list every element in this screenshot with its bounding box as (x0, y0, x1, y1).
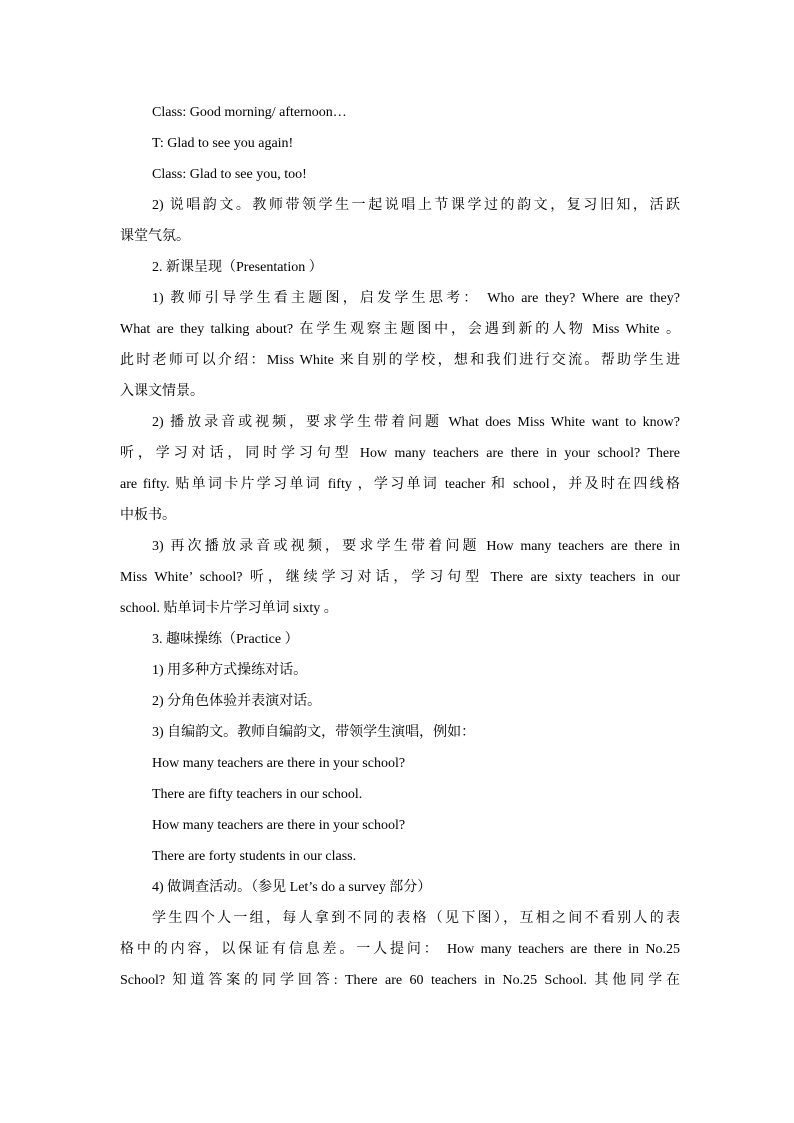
chant-line: How many teachers are there in your school? (152, 818, 406, 833)
paragraph-line: What are they talking about? 在学生观察主题图中，会遇到新的人物 Miss White 。 (120, 322, 680, 337)
paragraph-line: are fifty. 贴单词卡片学习单词 fifty ，学习单词 teacher 和 school，并及时在四线格 (120, 477, 680, 492)
list-item: 3) 自编韵文。教师自编韵文，带领学生演唱，例如： (152, 725, 476, 740)
paragraph-line: 此时老师可以介绍：Miss White 来自别的学校，想和我们进行交流。帮助学生进 (120, 353, 680, 368)
paragraph-line: school. 贴单词卡片学习单词 sixty 。 (120, 601, 338, 616)
paragraph-line: 格中的内容，以保证有信息差。一人提问： How many teachers are there in No.25 (120, 942, 680, 957)
dialogue-line: Class: Glad to see you, too! (152, 167, 307, 182)
paragraph-line: 入课文情景。 (120, 384, 204, 399)
chant-line: How many teachers are there in your school? (152, 756, 406, 771)
list-item: 2) 分角色体验并表演对话。 (152, 694, 322, 709)
paragraph-line: 2) 说唱韵文。教师带领学生一起说唱上节课学过的韵文，复习旧知，活跃 (152, 198, 680, 213)
chant-line: There are fifty teachers in our school. (152, 787, 363, 802)
list-item: 1) 用多种方式操练对话。 (152, 663, 308, 678)
paragraph-line: 3) 再次播放录音或视频，要求学生带着问题 How many teachers are there in (152, 539, 680, 554)
paragraph-line: 听，学习对话，同时学习句型 How many teachers are there in your school? There (120, 446, 680, 461)
paragraph-line: 学生四个人一组，每人拿到不同的表格（见下图），互相之间不看别人的表 (152, 911, 680, 926)
paragraph-line: 课堂气氛。 (120, 229, 190, 244)
paragraph-line: 1) 教师引导学生看主题图，启发学生思考： Who are they? Where are they? (152, 291, 680, 306)
section-heading: 3. 趣味操练（Practice ） (152, 632, 299, 647)
paragraph-line: School? 知道答案的同学回答: There are 60 teachers in No.25 School. 其他同学在 (120, 973, 680, 988)
paragraph-line: Miss White’ school? 听，继续学习对话，学习句型 There are sixty teachers in our (120, 570, 680, 585)
paragraph-line: 中板书。 (120, 508, 176, 523)
dialogue-line: Class: Good morning/ afternoon… (152, 105, 347, 120)
chant-line: There are forty students in our class. (152, 849, 357, 864)
paragraph-line: 2) 播放录音或视频，要求学生带着问题 What does Miss White want to know? (152, 415, 680, 430)
section-heading: 2. 新课呈现（Presentation ） (152, 260, 323, 275)
dialogue-line: T: Glad to see you again! (152, 136, 294, 151)
list-item: 4) 做调查活动。（参见 Let’s do a survey 部分） (152, 880, 432, 895)
